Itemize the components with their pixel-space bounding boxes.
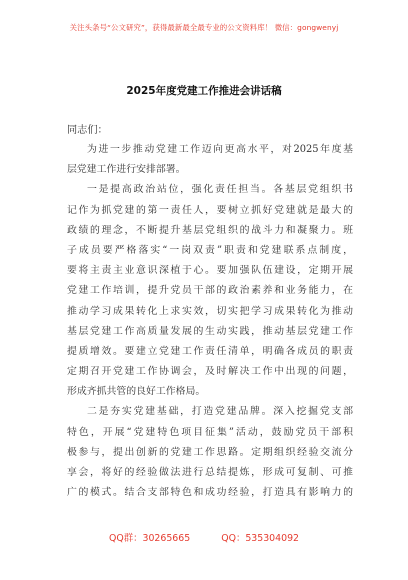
body-line: 二是夯实党建基础，打造党建品牌。深入挖掘党支部 — [87, 406, 353, 418]
body-line: 特色，开展“党建特色项目征集”活动，鼓励党员干部积 — [67, 426, 353, 438]
body-line: 享会，将好的经验做法进行总结提炼，形成可复制、可推 — [67, 467, 353, 478]
body-line: 一是提高政治站位，强化责任担当。各基层党组织书 — [87, 184, 353, 196]
footer-contact — [0, 530, 408, 544]
body-line: 基层党建工作高质量发展的生动实践，推动基层党建工作 — [67, 325, 353, 337]
body-line: 形成齐抓共管的良好工作格局。 — [67, 386, 206, 398]
promo-banner: 关注头条号“公文研究”，获得最新最全最专业的公文资料库！ 微信：gongwenyj — [69, 23, 339, 32]
page-title: 2025年度党建工作推进会讲话稿 — [126, 85, 282, 97]
body-line: 极参与，提出创新的党建工作思路。定期组织经验交流分 — [67, 446, 353, 458]
body-line: 提质增效。要建立党建工作责任清单，明确各成员的职责 — [67, 345, 353, 357]
body-line: 记作为抓党建的第一责任人，要树立抓好党建就是最大的 — [67, 204, 353, 216]
body-line: 要将主责主业意识深植于心。要加强队伍建设，定期开展 — [67, 265, 353, 277]
body-line: 为进一步推动党建工作迈向更高水平，对2025年度基 — [87, 144, 353, 155]
body-line: 层党建工作进行安排部署。 — [67, 164, 186, 176]
body-line: 党建工作培训，提升党员干部的政治素养和业务能力，在 — [67, 285, 353, 297]
body-line: 政绩的理念，不断提升基层党组织的战斗力和凝聚力。班 — [67, 224, 353, 236]
body-line: 子成员要严格落实“一岗双责”职责和党建联系点制度， — [67, 244, 353, 256]
salutation: 同志们： — [67, 125, 108, 136]
qq-number: QQ：535304092 — [221, 533, 300, 544]
body-line: 定期召开党建工作协调会，及时解决工作中出现的问题， — [67, 366, 353, 378]
body-line: 推动学习成果转化上求实效，切实把学习成果转化为推动 — [67, 305, 353, 317]
qq-group-number: QQ群：30265665 — [108, 533, 191, 544]
body-line: 广的模式。结合支部特色和成功经验，打造具有影响力的 — [67, 487, 353, 499]
document-body — [67, 140, 353, 503]
